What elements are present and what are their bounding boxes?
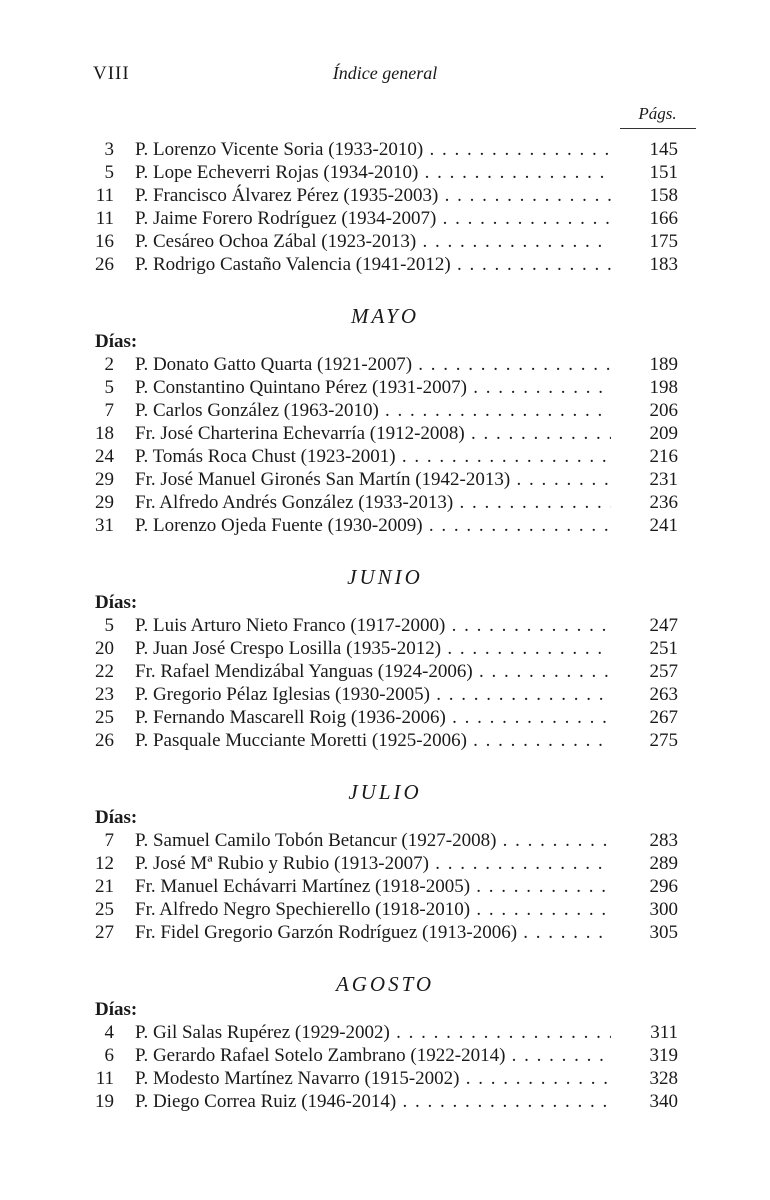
entry-name-with-leader	[135, 829, 611, 852]
entry-name: P. Jaime Forero Rodríguez (1934-2007)	[135, 208, 437, 229]
entry-page-number: 145	[649, 139, 678, 160]
entry-name-with-leader	[135, 468, 611, 491]
dias-label: Días:	[95, 592, 138, 613]
entry-name-with-leader	[135, 422, 611, 445]
entry-day: 27	[95, 922, 114, 943]
entry-name-with-leader	[135, 1067, 611, 1090]
dot-leader	[446, 707, 611, 728]
dot-leader	[517, 922, 611, 943]
entry-page-number: 319	[649, 1045, 678, 1066]
dot-leader	[436, 208, 611, 229]
entry-page-number: 340	[649, 1091, 678, 1112]
entry-name: P. Modesto Martínez Navarro (1915-2002)	[135, 1068, 460, 1089]
entry-name: P. Cesáreo Ochoa Zábal (1923-2013)	[135, 231, 417, 252]
toc-entry	[0, 852, 770, 875]
toc-entry	[0, 660, 770, 683]
dias-label: Días:	[95, 999, 138, 1020]
dot-leader	[423, 515, 611, 536]
entry-name: P. Lorenzo Vicente Soria (1933-2010)	[135, 139, 424, 160]
entry-name-with-leader	[135, 706, 611, 729]
dot-leader	[379, 400, 611, 421]
month-heading: MAYO	[350, 304, 419, 328]
entry-page-number: 241	[649, 515, 678, 536]
toc-entry	[0, 1090, 770, 1113]
dot-leader	[510, 469, 611, 490]
entry-day: 2	[104, 354, 114, 375]
entry-page-number: 175	[649, 231, 678, 252]
month-heading: JUNIO	[347, 565, 423, 589]
entry-page-number: 275	[649, 730, 678, 751]
entry-page-number: 267	[649, 707, 678, 728]
toc-entry	[0, 161, 770, 184]
entry-page-number: 328	[649, 1068, 678, 1089]
toc-entry	[0, 514, 770, 537]
entry-name: P. Gil Salas Rupérez (1929-2002)	[135, 1022, 390, 1043]
entry-name: P. Diego Correa Ruiz (1946-2014)	[135, 1091, 397, 1112]
dot-leader	[438, 185, 611, 206]
entry-page-number: 189	[649, 354, 678, 375]
entry-name: Fr. Alfredo Andrés González (1933-2013)	[135, 492, 454, 513]
dot-leader	[470, 876, 611, 897]
entry-name-with-leader	[135, 683, 611, 706]
month-heading: AGOSTO	[335, 972, 435, 996]
entry-name-with-leader	[135, 1044, 611, 1067]
entry-page-number: 289	[649, 853, 678, 874]
dot-leader	[423, 139, 611, 160]
entry-day: 24	[95, 446, 114, 467]
entry-name: P. Pasquale Mucciante Moretti (1925-2006)	[135, 730, 467, 751]
entry-day: 23	[95, 684, 114, 705]
toc-entry	[0, 829, 770, 852]
entry-name: P. Gerardo Rafael Sotelo Zambrano (1922-2014)	[135, 1045, 506, 1066]
dot-leader	[465, 423, 611, 444]
dot-leader	[473, 661, 611, 682]
entry-day: 29	[95, 492, 114, 513]
toc-entry	[0, 376, 770, 399]
entry-day: 22	[95, 661, 114, 682]
dot-leader	[441, 638, 611, 659]
dot-leader	[470, 899, 611, 920]
dot-leader	[418, 162, 611, 183]
entry-page-number: 209	[649, 423, 678, 444]
entry-day: 25	[95, 707, 114, 728]
dot-leader	[390, 1022, 611, 1043]
entry-page-number: 247	[649, 615, 678, 636]
entry-name-with-leader	[135, 898, 611, 921]
table-of-contents	[0, 138, 770, 1113]
entry-page-number: 216	[649, 446, 678, 467]
entry-name-with-leader	[135, 207, 611, 230]
entry-day: 5	[104, 615, 114, 636]
page-folio: VIII	[93, 63, 130, 84]
dias-label: Días:	[95, 807, 138, 828]
entry-name-with-leader	[135, 852, 611, 875]
dot-leader	[496, 830, 611, 851]
toc-entry	[0, 445, 770, 468]
entry-name-with-leader	[135, 491, 611, 514]
entry-page-number: 305	[649, 922, 678, 943]
entry-name-with-leader	[135, 1090, 611, 1113]
entry-name-with-leader	[135, 184, 611, 207]
entry-page-number: 151	[649, 162, 678, 183]
toc-entry	[0, 207, 770, 230]
entry-day: 4	[104, 1022, 114, 1043]
entry-name: P. José Mª Rubio y Rubio (1913-2007)	[135, 853, 429, 874]
entry-page-number: 236	[649, 492, 678, 513]
entry-name: P. Constantino Quintano Pérez (1931-2007)	[135, 377, 467, 398]
entry-name-with-leader	[135, 376, 611, 399]
entry-name: Fr. Alfredo Negro Spechierello (1918-2010)	[135, 899, 471, 920]
entry-name-with-leader	[135, 1021, 611, 1044]
toc-entry	[0, 253, 770, 276]
dot-leader	[505, 1045, 611, 1066]
entry-day: 7	[104, 400, 114, 421]
dias-label: Días:	[95, 331, 138, 352]
entry-name: P. Tomás Roca Chust (1923-2001)	[135, 446, 396, 467]
dot-leader	[429, 853, 611, 874]
toc-entry	[0, 637, 770, 660]
entry-day: 5	[104, 377, 114, 398]
entry-page-number: 206	[649, 400, 678, 421]
toc-entry	[0, 399, 770, 422]
entry-name-with-leader	[135, 399, 611, 422]
entry-day: 16	[95, 231, 114, 252]
entry-name: P. Francisco Álvarez Pérez (1935-2003)	[135, 185, 439, 206]
entry-name-with-leader	[135, 637, 611, 660]
dot-leader	[412, 354, 611, 375]
entry-name: P. Donato Gatto Quarta (1921-2007)	[135, 354, 413, 375]
entry-day: 11	[95, 208, 114, 229]
entry-name: Fr. José Charterina Echevarría (1912-2008)	[135, 423, 465, 444]
toc-entry	[0, 898, 770, 921]
entry-name: Fr. Rafael Mendizábal Yanguas (1924-2006)	[135, 661, 473, 682]
toc-entry	[0, 138, 770, 161]
dot-leader	[460, 1068, 611, 1089]
entry-name-with-leader	[135, 353, 611, 376]
entry-day: 6	[104, 1045, 114, 1066]
entry-name: P. Juan José Crespo Losilla (1935-2012)	[135, 638, 442, 659]
dot-leader	[453, 492, 611, 513]
dot-leader	[467, 730, 611, 751]
dot-leader	[430, 684, 611, 705]
toc-entry	[0, 683, 770, 706]
toc-entry	[0, 729, 770, 752]
entry-page-number: 296	[649, 876, 678, 897]
entry-name: P. Lorenzo Ojeda Fuente (1930-2009)	[135, 515, 423, 536]
entry-page-number: 251	[649, 638, 678, 659]
toc-entry	[0, 491, 770, 514]
dot-leader	[396, 446, 611, 467]
entry-name: P. Fernando Mascarell Roig (1936-2006)	[135, 707, 446, 728]
pages-column-label: Págs.	[638, 104, 677, 123]
entry-page-number: 183	[649, 254, 678, 275]
entry-page-number: 158	[649, 185, 678, 206]
entry-day: 20	[95, 638, 114, 659]
dot-leader	[467, 377, 611, 398]
entry-day: 18	[95, 423, 114, 444]
entry-day: 3	[104, 139, 114, 160]
toc-entry	[0, 353, 770, 376]
entry-name-with-leader	[135, 161, 611, 184]
entry-name-with-leader	[135, 230, 611, 253]
toc-entry	[0, 614, 770, 637]
entry-name: Fr. Fidel Gregorio Garzón Rodríguez (1913-2006)	[135, 922, 518, 943]
toc-entry	[0, 184, 770, 207]
entry-name: P. Samuel Camilo Tobón Betancur (1927-2008)	[135, 830, 497, 851]
entry-day: 29	[95, 469, 114, 490]
entry-name-with-leader	[135, 614, 611, 637]
entry-name-with-leader	[135, 253, 611, 276]
entry-name: P. Lope Echeverri Rojas (1934-2010)	[135, 162, 419, 183]
entry-day: 25	[95, 899, 114, 920]
entry-day: 5	[104, 162, 114, 183]
dot-leader	[445, 615, 611, 636]
toc-entry	[0, 706, 770, 729]
entry-page-number: 300	[649, 899, 678, 920]
entry-day: 11	[95, 1068, 114, 1089]
entry-name-with-leader	[135, 660, 611, 683]
entry-page-number: 198	[649, 377, 678, 398]
toc-entry	[0, 921, 770, 944]
entry-name-with-leader	[135, 138, 611, 161]
dot-leader	[416, 231, 611, 252]
entry-page-number: 263	[649, 684, 678, 705]
dot-leader	[451, 254, 611, 275]
entry-page-number: 231	[649, 469, 678, 490]
entry-name-with-leader	[135, 729, 611, 752]
entry-name-with-leader	[135, 445, 611, 468]
entry-page-number: 257	[649, 661, 678, 682]
toc-entry	[0, 1021, 770, 1044]
entry-page-number: 311	[650, 1022, 678, 1043]
toc-entry	[0, 468, 770, 491]
entry-day: 26	[95, 730, 114, 751]
entry-name-with-leader	[135, 921, 611, 944]
dot-leader	[396, 1091, 611, 1112]
toc-entry	[0, 230, 770, 253]
entry-name-with-leader	[135, 875, 611, 898]
pages-column-rule	[620, 128, 696, 129]
entry-day: 7	[104, 830, 114, 851]
toc-entry	[0, 1044, 770, 1067]
entry-day: 11	[95, 185, 114, 206]
entry-name: P. Rodrigo Castaño Valencia (1941-2012)	[135, 254, 451, 275]
entry-name-with-leader	[135, 514, 611, 537]
entry-day: 12	[95, 853, 114, 874]
toc-entry	[0, 1067, 770, 1090]
entry-name: Fr. Manuel Echávarri Martínez (1918-2005)	[135, 876, 471, 897]
entry-day: 21	[95, 876, 114, 897]
entry-day: 19	[95, 1091, 114, 1112]
toc-entry	[0, 875, 770, 898]
entry-name: Fr. José Manuel Gironés San Martín (1942-2013)	[135, 469, 511, 490]
entry-day: 31	[95, 515, 114, 536]
running-title: Índice general	[332, 63, 438, 83]
month-heading: JULIO	[348, 780, 422, 804]
entry-name: P. Luis Arturo Nieto Franco (1917-2000)	[135, 615, 446, 636]
entry-page-number: 283	[649, 830, 678, 851]
entry-name: P. Carlos González (1963-2010)	[135, 400, 379, 421]
entry-page-number: 166	[649, 208, 678, 229]
entry-day: 26	[95, 254, 114, 275]
toc-entry	[0, 422, 770, 445]
entry-name: P. Gregorio Pélaz Iglesias (1930-2005)	[135, 684, 430, 705]
